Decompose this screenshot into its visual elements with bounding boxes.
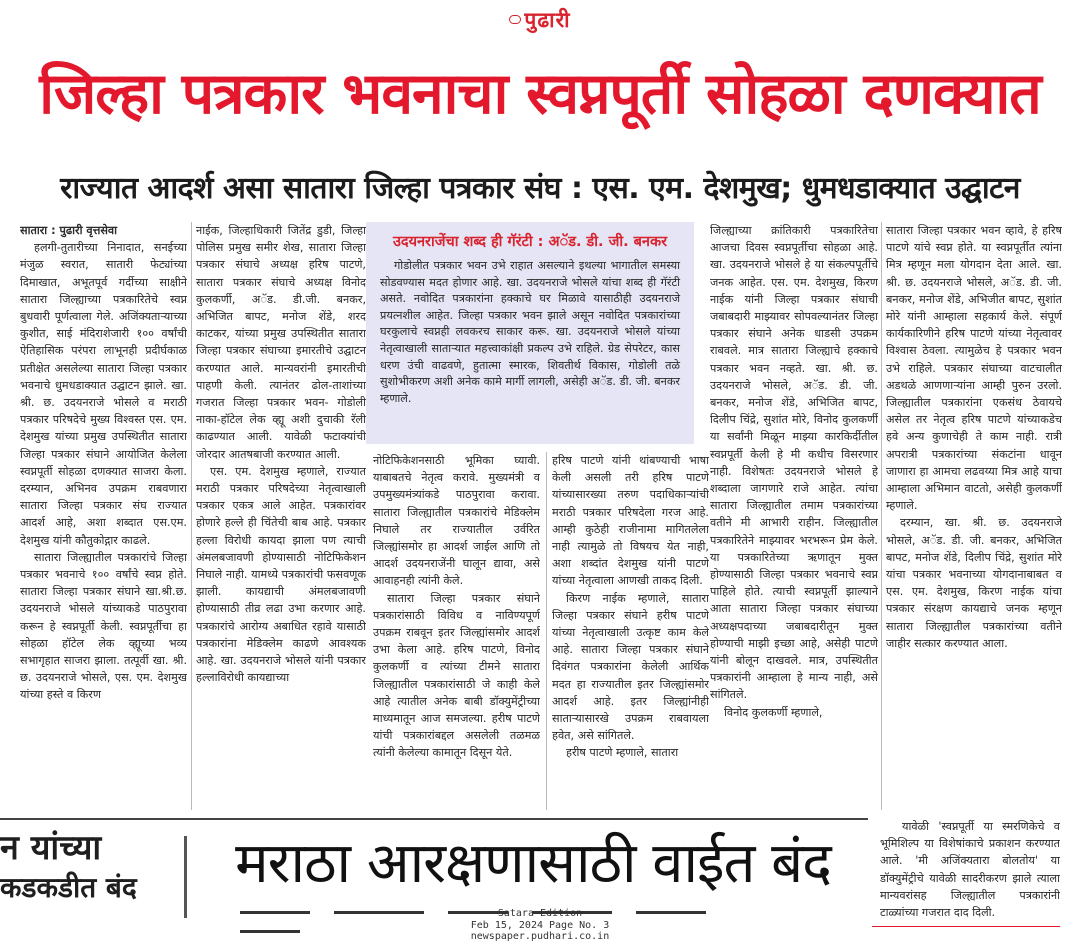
column-divider [546, 452, 547, 810]
article-paragraph: यावेळी 'स्वप्नपूर्ती या स्मरणिकेचे व भूमिशिल्प या विशेषांकाचे प्रकाशन करण्यात आले. 'मी अजिंक्यतारा बोलतोय' या डॉक्युमेंट्रीचे यावेळी सादरीकरण झाले त्याला मान्यवरांसह जिल्ह्यातील पत्रकारांनी टाळ्यांच्या गजरात दाद दिली. [880, 820, 1060, 920]
article-paragraph: किरण नाईक म्हणाले, सातारा जिल्हा पत्रकार संघाने हरीष पाटणे यांच्या नेतृत्वाखाली उत्कृष्ट काम केले आहे. सातारा जिल्हा पत्रकार संघाने दिवंगत पत्रकारांना केलेली आर्थिक मदत हा राज्यातील इतर जिल्ह्यांसमोर आदर्श आहे. इतर जिल्ह्यांनीही साताऱ्यासारखे उपक्रम राबवायला हवेत, असे सांगितले. [552, 591, 709, 743]
section-divider [0, 818, 868, 820]
logo-text: पुढारी [524, 8, 571, 32]
article-paragraph: हरिष पाटणे यांनी थांबण्याची भाषा केली असली तरी हरिष पाटणे यांच्यासारख्या तरुण पदाधिकाऱ्यांची मराठी पत्रकार परिषदेला गरज आहे. आम्ही कुठेही राजीनामा मागितलेला नाही त्यामुळे तो विषयच येत नाही, अशा शब्दांत देशमुख यांनी पाटणे यांच्या नेतृत्वाला आणखी ताकद दिली. [552, 454, 709, 588]
page-footer [0, 908, 1080, 943]
article-paragraph: विनोद कुलकर्णी म्हणाले, [724, 705, 823, 719]
dateline: सातारा : पुढारी वृत्तसेवा [20, 224, 118, 237]
article-paragraph: सातारा जिल्हा पत्रकार भवन व्हावे, हे हरिष पाटणे यांचे स्वप्न होते. या स्वप्नपूर्तीत त्यांना मित्र म्हणून मला योगदान देता आले. खा. श्री. छ. उदयनराजे भोसले, अॅड. डी. जी. बनकर, मनोज शेंडे, अभिजीत बापट, सुशांत मोरे यांनी आम्हाला सहकार्य केले. संपूर्ण कार्यकारिणीने हरिष पाटणे यांच्या नेतृत्वावर विश्वास ठेवला. त्यामुळेच हे पत्रकार भवन उभे राहिले. पत्रकार संघाच्या वाटचालीत अडथळे आणणाऱ्यांना आम्ही पुरुन उरलो. जिल्ह्यातील पत्रकारांना एकसंध ठेवायचे असेल तर नेतृत्व हरिष पाटणे यांच्याकडेच हवे अन्य कुणाचेही ते काम नाही. रात्री अपरात्री पत्रकारांच्या संकटांना धावून जाणारा हा आमचा लढवय्या मित्र आहे याचा आम्हाला अभिमान वाटतो, असेही कुलकर्णी म्हणाले. [886, 224, 1062, 513]
sub-headline: राज्यात आदर्श असा सातारा जिल्हा पत्रकार संघ : एस. एम. देशमुख; धुमधडाक्यात उद्घाटन [60, 171, 1020, 206]
column-divider [191, 222, 192, 810]
article-paragraph: जिल्ह्याच्या क्रांतिकारी पत्रकारितेचा आजचा दिवस स्वप्नपूर्तीचा सोहळा आहे. खा. उदयनराजे भोसले हे या संकल्पपूर्तीचे जनक आहेत. एस. एम. देशमुख, किरण नाईक यांनी जिल्हा पत्रकार संघाची जबाबदारी माझ्यावर सोपवल्यानंतर जिल्हा पत्रकार संघाने अनेक धाडसी उपक्रम राबवले. मात्र सातारा जिल्ह्याचे हक्काचे पत्रकार भवन नव्हते. खा. श्री. छ. उदयनराजे भोसले, अॅड. डी. जी. बनकर, मनोज शेंडे, अभिजित बापट, दिलीप चिंद्रे, सुशांत मोरे, विनोद कुलकर्णी या सर्वांनी मिळून माझ्या कारकिर्दीतील स्वप्नपूर्ती केली हे मी कधीच विसरणार नाही. विशेषतः उदयनराजे भोसले हे शब्दाला जागणारे राजे आहेत. त्यांचा सातारा जिल्ह्यातील तमाम पत्रकारांच्या वतीने मी आभारी राहीन. जिल्ह्यातील पत्रकारितेने माझ्यावर भरभरून प्रेम केले. या पत्रकारितेच्या ऋणातून मुक्त होण्यासाठी जिल्हा पत्रकार भवनाचे स्वप्न पाहिले होते. त्याची स्वप्नपूर्ती झाल्याने आता सातारा जिल्हा पत्रकार संघाच्या अध्यक्षपदाच्या जबाबदारीतून मुक्त होण्याची माझी इच्छा आहे, असेही पाटणे यांनी बोलून दाखवले. मात्र, उपस्थितीत पत्रकारांनी आम्हाला हे मान्य नाही, असे सांगितले. [710, 224, 878, 702]
article-column-3 [373, 452, 540, 808]
article-paragraph: हलगी-तुतारीच्या निनादात, सनईच्या मंजुळ स्वरात, सातारी फेट्यांच्या दिमाखात, अभूतपूर्व गर्दीच्या साक्षीने सातारा जिल्ह्याच्या पत्रकारितेचे स्वप्न बुधवारी पूर्णत्वाला गेले. अजिंक्यताऱ्याच्या कुशीत, साई मंदिराशेजारी १०० वर्षांची ऐतिहासिक परंपरा लाभूनही प्रदीर्घकाळ प्रतीक्षेत असलेल्या सातारा जिल्हा पत्रकार भवनाचे धुमधडाक्यात उद्घाटन झाले. खा. श्री. छ. उदयनराजे भोसले व मराठी पत्रकार परिषदेचे मुख्य विश्वस्त एस. एम. देशमुख यांच्या प्रमुख उपस्थितीत सातारा जिल्हा पत्रकार संघाने आयोजित केलेला स्वप्नपूर्ती सोहळा दणक्यात साजरा केला. दरम्यान, अभिनव उपक्रम राबवणारा सातारा जिल्हा पत्रकार संघ राज्यात आदर्श आहे, अशा शब्दात एस.एम. देशमुख यांनी कौतुकोद्गार काढले. [20, 241, 187, 547]
column-divider [881, 222, 882, 810]
article-paragraph: नाईक, जिल्हाधिकारी जितेंद्र डुडी, जिल्हा पोलिस प्रमुख समीर शेख, सातारा जिल्हा पत्रकार संघाचे अध्यक्ष हरिष पाटणे, सातारा पत्रकार संघाचे अध्यक्ष विनोद कुलकर्णी, अॅड. डी.जी. बनकर, अभिजित बापट, मनोज शेंडे, शरद काटकर, यांच्या प्रमुख उपस्थितीत सातारा जिल्हा पत्रकार संघाच्या इमारतीचे उद्घाटन करण्यात आले. मान्यवरांनी इमारतीची पाहणी केली. त्यानंतर ढोल-ताशांच्या गजरात जिल्हा पत्रकार भवन- गोडोली नाका-हॉटेल लेक व्ह्यू अशी दुचाकी रॅली काढण्यात आली. यावेळी फटाक्यांची जोरदार आतषबाजी करण्यात आली. [196, 224, 366, 461]
sidebar-box-title: उदयनराजेंचा शब्द ही गॅरंटी : अॅड. डी. जी. बनकर [392, 234, 668, 250]
article-column-5 [710, 222, 878, 808]
article-paragraph: दरम्यान, खा. श्री. छ. उदयनराजे भोसले, अॅड. डी. जी. बनकर, अभिजित बापट, मनोज शेंडे, दिलीप चिंद्रे, सुशांत मोरे यांचा पत्रकार भवनाच्या योगदानाबाबत व एस. एम. देशमुख, किरण नाईक यांचा पत्रकार संरक्षण कायद्याचे जनक म्हणून सातारा जिल्ह्यातील पत्रकारांच्या वतीने जाहीर सत्कार करण्यात आला. [886, 516, 1062, 650]
article-column-1 [20, 222, 187, 808]
adjacent-story-headline-line2: कडकडीत बंद [0, 871, 137, 904]
article-paragraph: हरीष पाटणे म्हणाले, सातारा [566, 746, 679, 760]
article-column-4 [552, 452, 709, 808]
sidebar-box-body: गोडोलीत पत्रकार भवन उभे राहात असल्याने इथल्या भागातील समस्या सोडवण्यास मदत होणार आहे. खा. उदयनराजे भोसले यांचा शब्द ही गॅरंटी असते. नवोदित पत्रकारांना हक्काचे घर मिळावे यासाठीही उदयनराजे प्रयत्नशील आहेत. जिल्हा पत्रकार भवन झाले असून नवोदित पत्रकारांच्या घरकुलाचे स्वप्नही लवकरच साकार करू. खा. उदयनराजे भोसले यांच्या नेतृत्वाखाली साताऱ्यात महत्त्वाकांक्षी प्रकल्प उभे राहिले. ग्रेड सेपरेटर, कास धरण उंची वाढवणे, हुतात्मा स्मारक, शिवतीर्थ विकास, गोडोली तळे सुशोभीकरण अशी अनेक कामे मार्गी लागली, असेही अॅड. डी. जी. बनकर म्हणाले. [380, 259, 680, 405]
article-column-2 [196, 222, 366, 808]
footer-website: newspaper.pudhari.co.in [470, 931, 610, 942]
pudhari-logo [509, 6, 570, 34]
footer-edition: Satara Edition [497, 908, 583, 919]
sidebar-box [366, 222, 694, 444]
article-paragraph: सातारा जिल्ह्यातील पत्रकारांचे जिल्हा पत्रकार भवनाचे १०० वर्षांचे स्वप्न होते. सातारा जिल्हा पत्रकार संघाने खा.श्री.छ. उदयनराजे भोसले यांच्याकडे पाठपुरावा करून हे स्वप्नपूर्ती केली. स्वप्नपूर्तीचा हा सोहळा हॉटेल लेक व्ह्यूच्या भव्य सभागृहात साजरा झाला. तत्पूर्वी खा. श्री. छ. उदयनराजे भोसले, एस. एम. देशमुख यांच्या हस्ते व किरण [20, 550, 187, 702]
logo-emblem-icon [509, 15, 521, 24]
masthead [0, 6, 1080, 34]
article-paragraph: नोटिफिकेशनसाठी भूमिका घ्यावी. याबाबतचे नेतृत्व करावे. मुख्यमंत्री व उपमुख्यमंत्र्यांकडे पाठपुरावा करावा. सातारा जिल्ह्यातील पत्रकारांचे मेडिक्लेम निघाले तर राज्यातील उर्वरित जिल्ह्यांसमोर हा आदर्श जाईल आणि तो आदर्श उदयनराजेंनी घालून द्यावा, असे आवाहनही त्यांनी केले. [373, 454, 540, 588]
article-column-6 [886, 222, 1062, 812]
column-divider [184, 836, 187, 918]
article-paragraph: सातारा जिल्हा पत्रकार संघाने पत्रकारांसाठी विविध व नाविण्यपूर्ण उपक्रम राबवून इतर जिल्ह्यांसमोर आदर्श उभा केला आहे. हरिष पाटणे, विनोद कुलकर्णी व त्यांच्या टीमने सातारा जिल्ह्यातील पत्रकारांसाठी जे काही केले आहे त्यातील अनेक बाबी डॉक्युमेंट्रीच्या माध्यमातून आज समजल्या. हरीष पाटणे यांची पत्रकारांबद्दल असलेली तळमळ त्यांनी केलेल्या कामातून दिसून येते. [373, 591, 540, 760]
article-paragraph: एस. एम. देशमुख म्हणाले, राज्यात मराठी पत्रकार परिषदेच्या नेतृत्वाखाली पत्रकार एकत्र आले आहेत. पत्रकारांवर होणारे हल्ले ही चिंतेची बाब आहे. पत्रकार हल्ला विरोधी कायदा झाला पण त्याची अंमलबजावणी होण्यासाठी नोटिफिकेशन निघाले नाही. यामध्ये पत्रकारांची फसवणूक झाली. कायद्याची अंमलबजावणी होण्यासाठी तीव्र लढा उभा करणार आहे. पत्रकारांचे आरोग्य अबाधित रहावे यासाठी पत्रकारांना मेडिक्लेम काढणे आवश्यक आहे. खा. उदयनराजे भोसले यांनी पत्रकार हल्लाविरोधी कायद्याच्या [196, 464, 366, 685]
main-headline: जिल्हा पत्रकार भवनाचा स्वप्नपूर्ती सोहळा दणक्यात [39, 61, 1041, 127]
bottom-story-headline: मराठा आरक्षणासाठी वाईत बंद [235, 831, 831, 896]
adjacent-story-headline-line1: न यांच्या [0, 828, 102, 868]
footer-date-page: Feb 15, 2024 Page No. 3 [470, 919, 610, 931]
